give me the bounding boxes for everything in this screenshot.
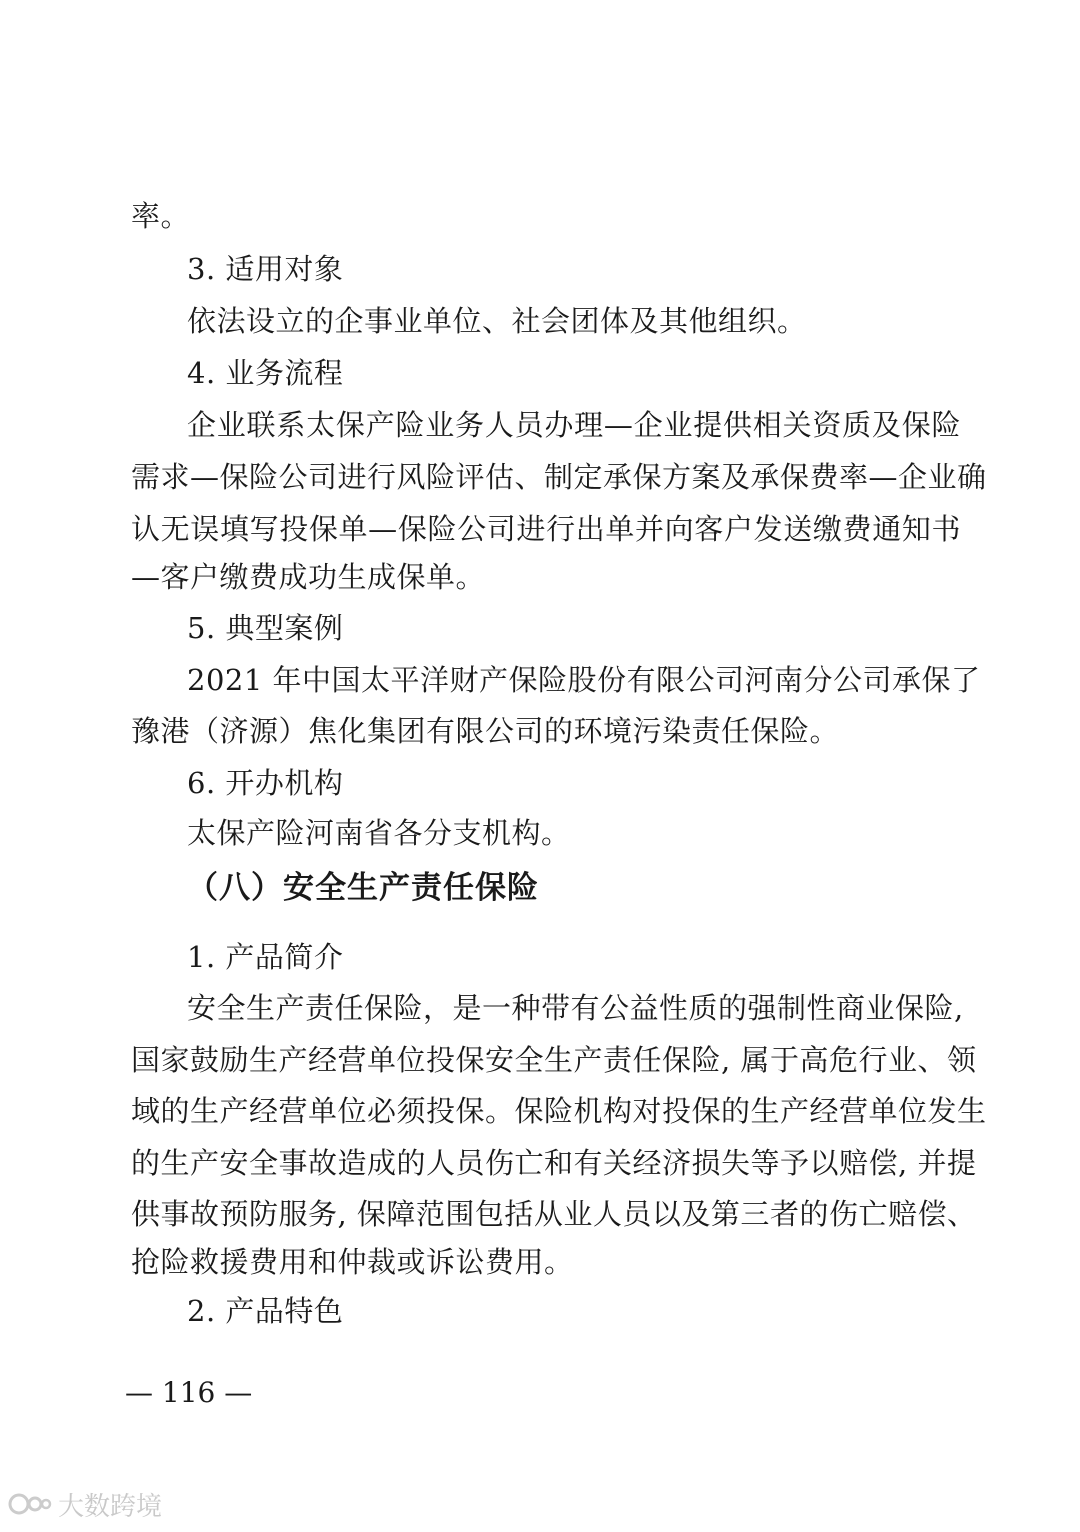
text-line: 域的生产经营单位必须投保。保险机构对投保的生产经营单位发生 — [131, 1094, 987, 1128]
text-line: 2021 年中国太平洋财产保险股份有限公司河南分公司承保了 — [187, 663, 981, 697]
section-item-title: 6. 开办机构 — [187, 766, 344, 800]
text-line: 安全生产责任保险，是一种带有公益性质的强制性商业保险, — [187, 991, 964, 1025]
text-line: 的生产安全事故造成的人员伤亡和有关经济损失等予以赔偿, 并提 — [131, 1146, 977, 1180]
watermark-logo-icon — [8, 1489, 52, 1519]
text-line: 认无误填写投保单—保险公司进行出单并向客户发送缴费通知书 — [131, 512, 961, 546]
section-item-title: 2. 产品特色 — [187, 1294, 344, 1328]
text-line: 依法设立的企事业单位、社会团体及其他组织。 — [187, 304, 807, 338]
text-line: 国家鼓励生产经营单位投保安全生产责任保险, 属于高危行业、领 — [131, 1043, 977, 1077]
text-line: 抢险救援费用和仲裁或诉讼费用。 — [131, 1245, 574, 1279]
watermark — [8, 1484, 162, 1524]
section-item-title: 5. 典型案例 — [187, 611, 344, 645]
text-line: 需求—保险公司进行风险评估、制定承保方案及承保费率—企业确 — [131, 460, 987, 494]
text-line: 太保产险河南省各分支机构。 — [187, 816, 571, 850]
section-heading: （八）安全生产责任保险 — [187, 870, 539, 906]
text-line: 供事故预防服务, 保障范围包括从业人员以及第三者的伤亡赔偿、 — [131, 1197, 977, 1231]
section-item-title: 3. 适用对象 — [187, 252, 344, 286]
text-line: 企业联系太保产险业务人员办理—企业提供相关资质及保险 — [187, 408, 961, 442]
watermark-text: 大数跨境 — [58, 1491, 163, 1522]
text-line: 豫港（济源）焦化集团有限公司的环境污染责任保险。 — [131, 714, 840, 748]
section-item-title: 1. 产品简介 — [187, 940, 344, 974]
text-line: 率。 — [131, 199, 191, 233]
text-line: —客户缴费成功生成保单。 — [131, 560, 486, 594]
page-number: — 116 — — [125, 1376, 253, 1409]
section-item-title: 4. 业务流程 — [187, 356, 344, 390]
